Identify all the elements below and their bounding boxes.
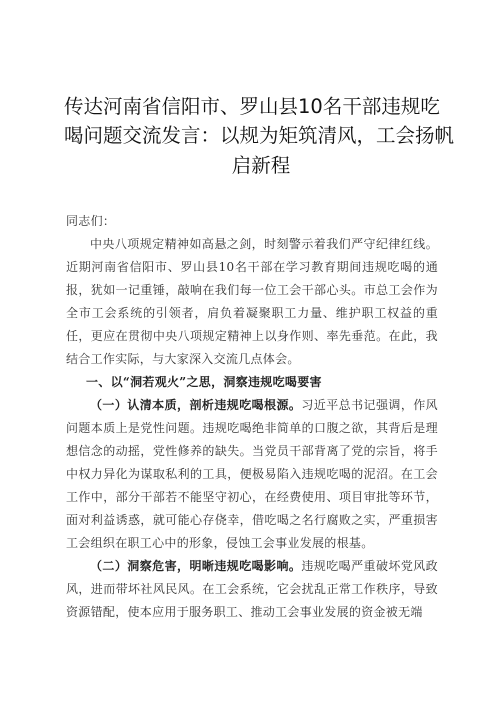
subsection-2-text: 违规吃喝严重破坏党风政风，进而带坏社风民风。在工会系统，它会扰乱正常工作秩序，导致资源错配，使本应用于服务职工、推动工会事业发展的资金被无端	[66, 559, 438, 619]
title-line-3: 启新程	[231, 154, 291, 177]
intro-paragraph: 中央八项规定精神如高悬之剑，时刻警示着我们严守纪律红线。近期河南省信阳市、罗山县10名干部在学习教育期间违规吃喝的通报，犹如一记重锤，敲响在我们每一位工会干部心头。市总工会作为全市工会系统的引领者，肩负着凝聚职工力量、维护职工权益的重任，更应在贯彻中央八项规定精神上以身作则、率先垂范。在此，我结合工作实际，与大家深入交流几点体会。	[66, 237, 438, 366]
title-line-1: 传达河南省信阳市、罗山县10名干部违规吃	[64, 95, 440, 118]
document-body	[66, 210, 438, 624]
document-title	[64, 92, 455, 180]
subsection-1-heading: （一）认清本质，剖析违规吃喝根源。	[90, 398, 302, 412]
subsection-1	[66, 394, 438, 555]
salutation: 同志们：	[66, 214, 116, 228]
subsection-1-text: 习近平总书记强调，作风问题本质上是党性问题。违规吃喝绝非简单的口腹之欲，其背后是理想信念的动摇，党性修养的缺失。当党员干部背离了党的宗旨，将手中权力异化为谋取私利的工具，便极易陷入违规吃喝的泥沼。在工会工作中，部分干部若不能坚守初心，在经费使用、项目审批等环节，面对利益诱惑，就可能心存侥幸，借吃喝之名行腐败之实，严重损害工会组织在职工心中的形象，侵蚀工会事业发展的根基。	[66, 398, 438, 550]
subsection-2	[66, 555, 438, 624]
title-line-2: 喝问题交流发言：以规为矩筑清风，工会扬帆	[64, 124, 455, 147]
subsection-2-heading: （二）洞察危害，明晰违规吃喝影响。	[90, 559, 302, 573]
section-heading-1: 一、以“洞若观火”之思，洞察违规吃喝要害	[86, 375, 322, 389]
